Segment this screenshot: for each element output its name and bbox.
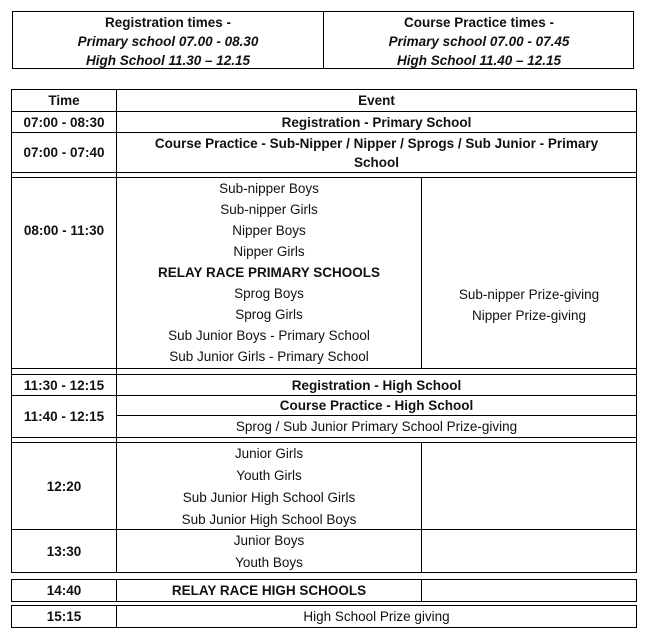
time-cell: 11:30 - 12:15 — [23, 378, 105, 393]
time-cell: 11:40 - 12:15 — [23, 409, 105, 424]
header-row — [12, 90, 636, 111]
registration-high: High School 11.30 – 12.15 — [85, 53, 251, 68]
event-item: Sprog Boys — [234, 286, 304, 301]
event-cell: Registration - Primary School — [281, 115, 472, 130]
row-1220 — [12, 443, 636, 529]
event-item: Sub-nipper Boys — [219, 181, 319, 196]
schedule-table — [11, 89, 637, 573]
prize-item: Nipper Prize-giving — [471, 308, 587, 323]
event-item: Sub-nipper Girls — [220, 202, 318, 217]
registration-primary: Primary school 07.00 - 08.30 — [77, 34, 259, 49]
events-list — [117, 530, 421, 573]
time-cell: 08:00 - 11:30 — [23, 223, 105, 238]
event-item: Youth Girls — [236, 468, 302, 483]
events-list — [117, 443, 421, 531]
row-practice-high — [12, 396, 636, 438]
row-primary-races — [12, 178, 636, 368]
practice-high: High School 11.40 – 12.15 — [396, 53, 562, 68]
event-item: Nipper Boys — [232, 223, 306, 238]
event-cell-line2: School — [353, 155, 399, 170]
time-cell: 14:40 — [46, 583, 82, 598]
practice-primary: Primary school 07.00 - 07.45 — [388, 34, 570, 49]
event-item: Sub Junior High School Girls — [182, 490, 356, 505]
time-cell: 07:00 - 08:30 — [23, 115, 105, 130]
header-time: Time — [48, 93, 80, 108]
prizes-list — [422, 284, 636, 326]
event-item-relay: RELAY RACE PRIMARY SCHOOLS — [157, 265, 381, 280]
time-cell: 13:30 — [46, 544, 82, 559]
event-item: Sub Junior High School Boys — [181, 512, 357, 527]
header-event: Event — [358, 93, 395, 108]
prize-cell: Sprog / Sub Junior Primary School Prize-giving — [235, 419, 518, 434]
time-cell: 07:00 - 07:40 — [23, 145, 105, 160]
time-cell: 15:15 — [46, 609, 82, 624]
registration-times — [13, 12, 323, 68]
row-registration-high — [12, 375, 636, 395]
event-item: Nipper Girls — [233, 244, 305, 259]
event-cell: Registration - High School — [291, 378, 462, 393]
event-cell-line1: Course Practice - Sub-Nipper / Nipper / Sprogs / Sub Junior - Primary — [154, 136, 599, 151]
prize-high-table — [11, 605, 637, 628]
row-practice-primary — [12, 133, 636, 173]
event-item: Sub Junior Girls - Primary School — [169, 349, 369, 364]
time-cell: 12:20 — [46, 479, 82, 494]
practice-title: Course Practice times - — [403, 15, 555, 30]
event-item: Junior Boys — [233, 533, 305, 548]
event-item: Sprog Girls — [235, 307, 303, 322]
row-registration-primary — [12, 112, 636, 132]
event-cell: Course Practice - High School — [279, 398, 474, 413]
event-item: Junior Girls — [234, 446, 304, 461]
row-1330 — [12, 530, 636, 573]
event-item: Youth Boys — [235, 555, 303, 570]
event-cell: High School Prize giving — [303, 609, 450, 624]
practice-times — [324, 12, 634, 68]
events-list — [117, 178, 421, 367]
prize-item: Sub-nipper Prize-giving — [458, 287, 600, 302]
summary-box — [12, 11, 634, 69]
event-item: Sub Junior Boys - Primary School — [168, 328, 370, 343]
registration-title: Registration times - — [104, 15, 232, 30]
event-cell: RELAY RACE HIGH SCHOOLS — [171, 583, 367, 598]
relay-high-table — [11, 579, 637, 602]
